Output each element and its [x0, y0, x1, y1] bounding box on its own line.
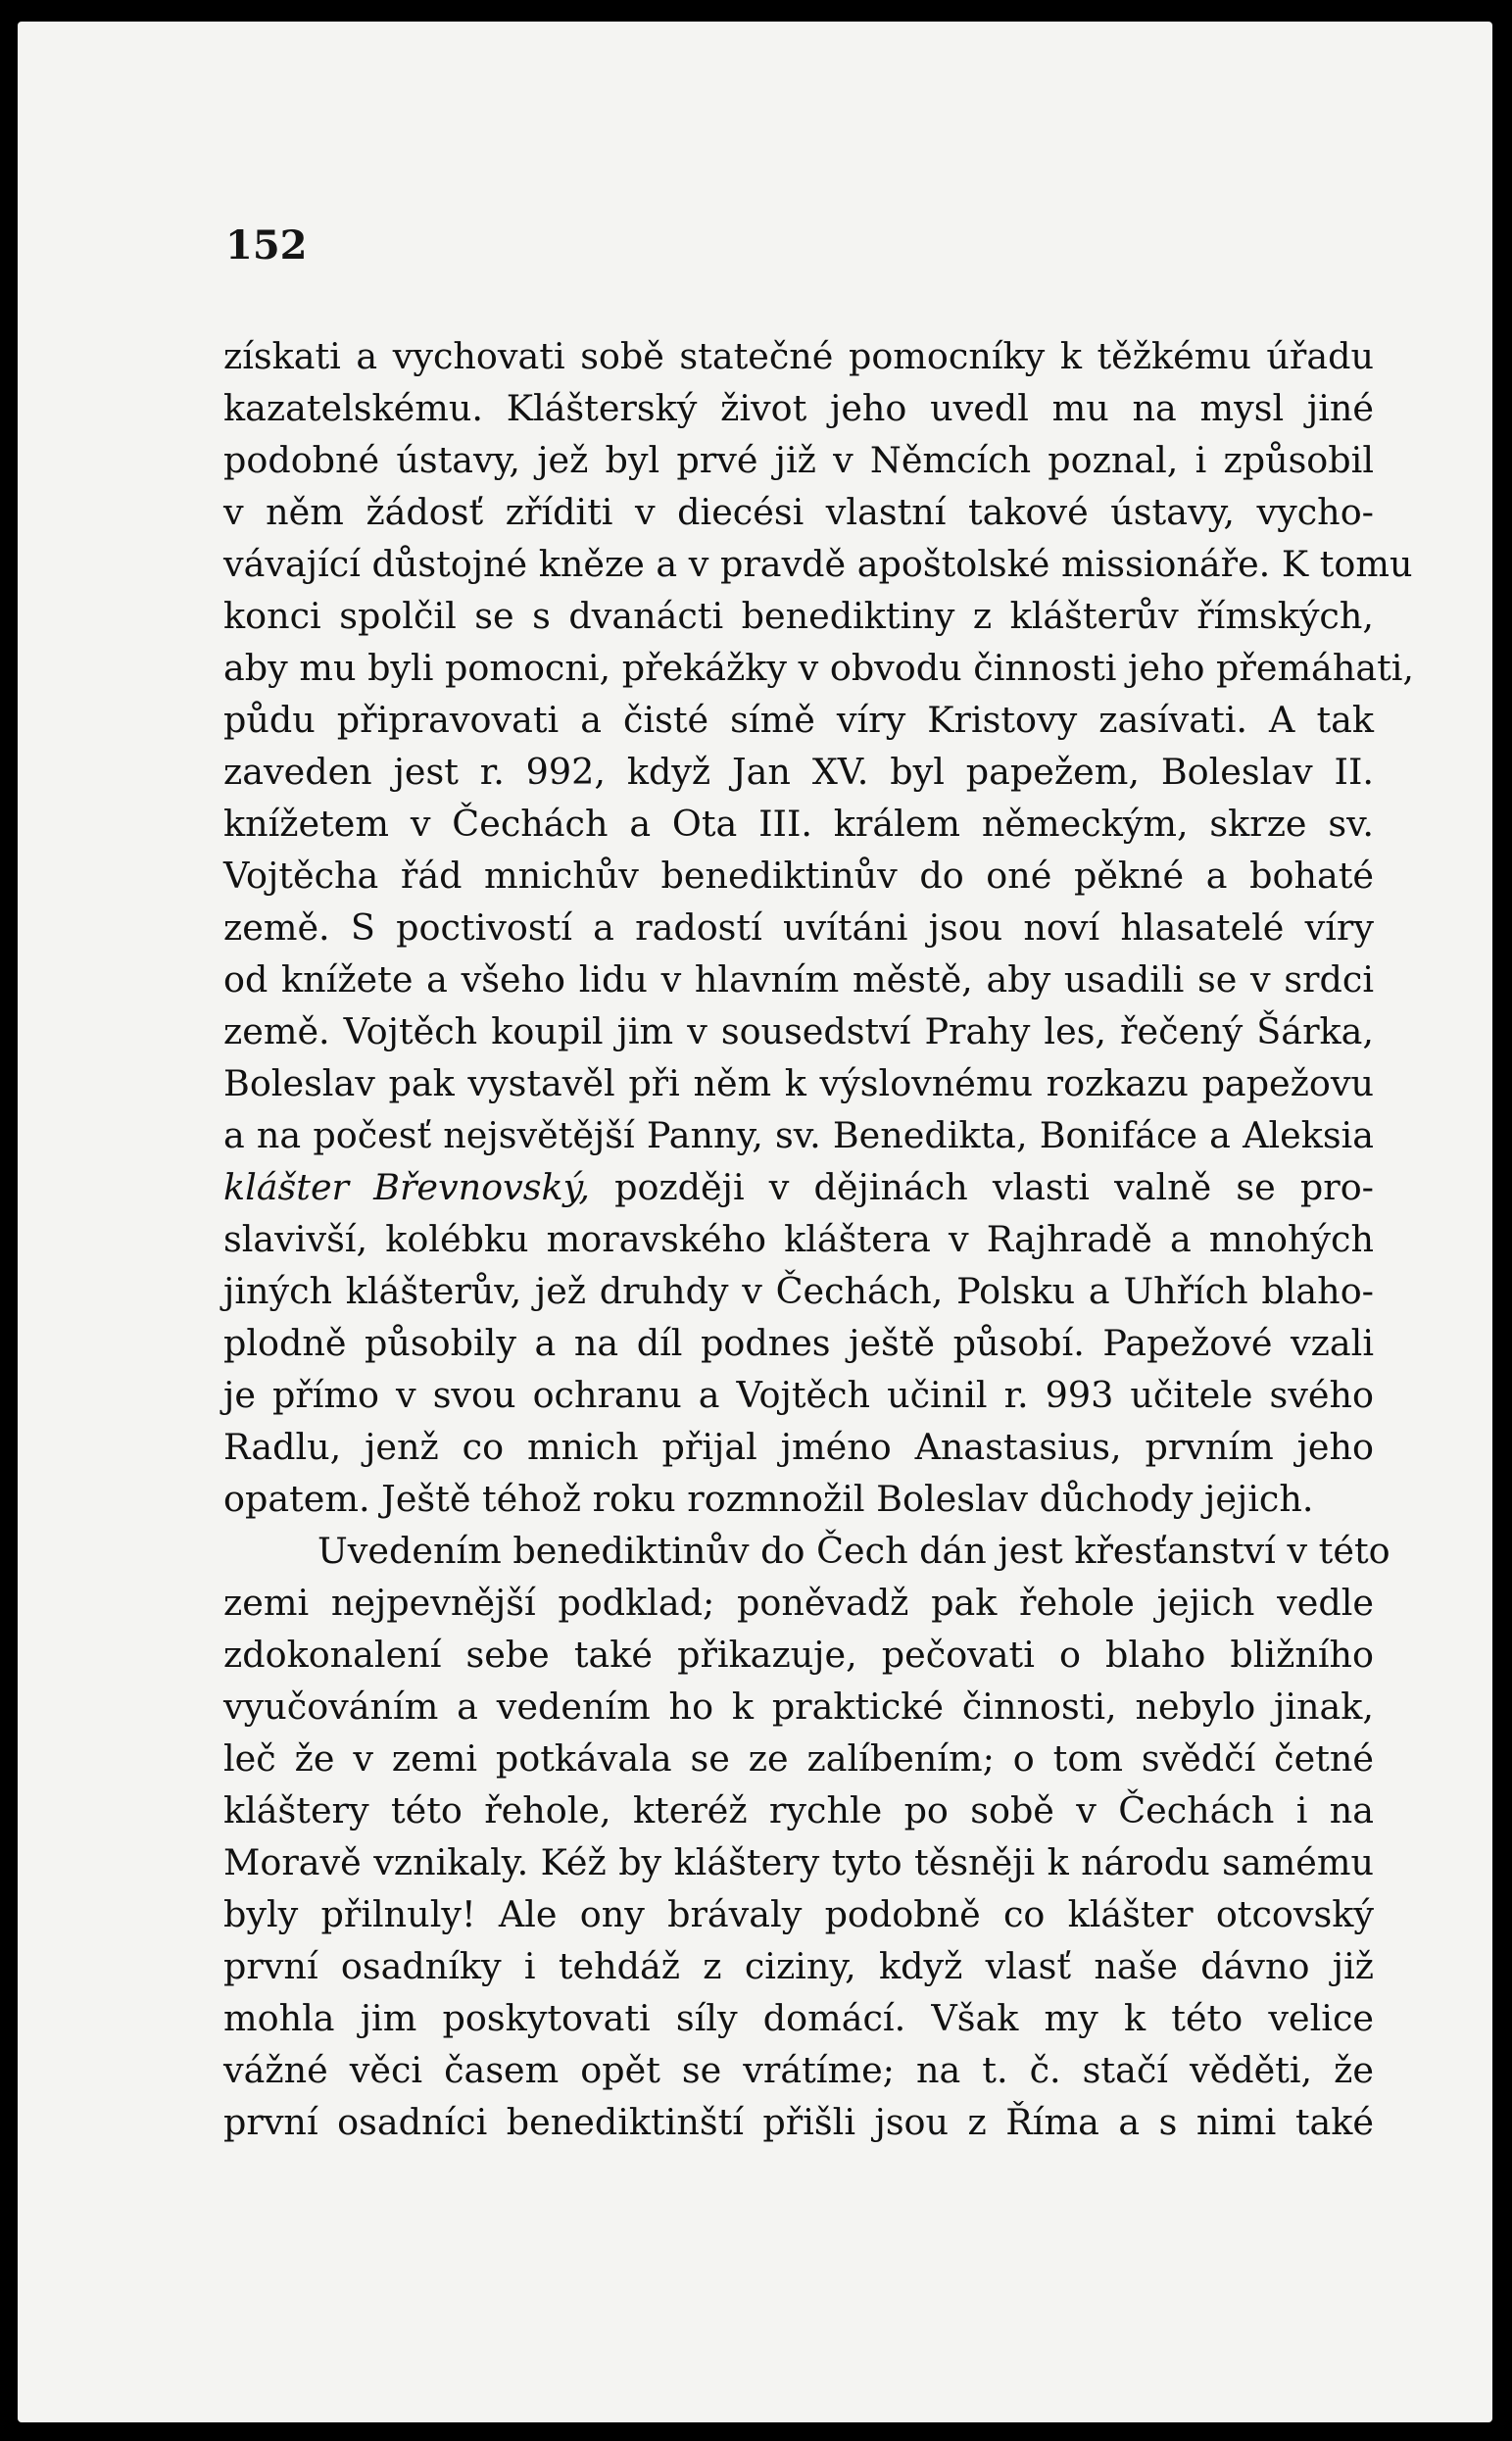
text-line: v něm žádosť zříditi v diecési vlastní takové ústavy, vycho-: [223, 491, 1374, 533]
text-line: aby mu byli pomocni, překážky v obvodu činnosti jeho přemáhati,: [223, 647, 1415, 689]
text-line: plodně působily a na díl podnes ještě působí. Papežové vzali: [223, 1322, 1374, 1364]
text-line: jiných klášterův, jež druhdy v Čechách, Polsku a Uhřích blaho-: [223, 1270, 1374, 1312]
text-line: vyučováním a vedením ho k praktické činnosti, nebylo jinak,: [223, 1685, 1374, 1728]
text-line: země. S poctivostí a radostí uvítáni jsou noví hlasatelé víry: [223, 906, 1374, 949]
text-line: knížetem v Čechách a Ota III. králem německým, skrze sv.: [223, 803, 1374, 845]
paragraph-first-line: Uvedením benediktinův do Čech dán jest křesťanství v této: [317, 1530, 1390, 1572]
text-line: země. Vojtěch koupil jim v sousedství Prahy les, řečený Šárka,: [223, 1010, 1374, 1052]
text-line: zdokonalení sebe také přikazuje, pečovati o blaho bližního: [223, 1634, 1374, 1676]
text-line: opatem. Ještě téhož roku rozmnožil Boleslav důchody jejich.: [223, 1478, 1314, 1520]
text-line: kláštery této řehole, kteréž rychle po sobě v Čechách i na: [223, 1789, 1374, 1831]
text-line: od knížete a všeho lidu v hlavním městě, aby usadili se v srdci: [223, 958, 1374, 1001]
text-line: Moravě vznikaly. Kéž by kláštery tyto těsněji k národu samému: [223, 1841, 1374, 1883]
text-line: získati a vychovati sobě statečné pomocníky k těžkému úřadu: [223, 335, 1374, 377]
text-line: mohla jim poskytovati síly domácí. Však my k této velice: [223, 1997, 1374, 2039]
text-line: zemi nejpevnější podklad; poněvadž pak řehole jejich vedle: [223, 1582, 1374, 1624]
text-line: a na počesť nejsvětější Panny, sv. Benedikta, Bonifáce a Aleksia: [223, 1114, 1374, 1156]
text-line: konci spolčil se s dvanácti benediktiny z klášterův římských,: [223, 595, 1374, 637]
text-line: [223, 1161, 1374, 1213]
text-line: Vojtěcha řád mnichův benediktinův do oné pěkné a bohaté: [223, 854, 1374, 897]
text-line: Radlu, jenž co mnich přijal jméno Anastasius, prvním jeho: [223, 1426, 1374, 1468]
text-line: první osadníky i tehdáž z ciziny, když vlasť naše dávno již: [223, 1945, 1374, 1987]
text-line: první osadníci benediktinští přišli jsou z Říma a s nimi také: [223, 2101, 1374, 2143]
text-line: leč že v zemi potkávala se ze zalíbením; o tom svědčí četné: [223, 1737, 1374, 1780]
text-line-rest: později v dějinách vlasti valně se pro-: [589, 1166, 1375, 1208]
text-line: vážné věci časem opět se vrátíme; na t. č. stačí věděti, že: [223, 2049, 1374, 2091]
page-number: 152: [225, 222, 308, 269]
text-line: vávající důstojné kněze a v pravdě apoštolské missionáře. K tomu: [223, 543, 1413, 585]
text-line: Boleslav pak vystavěl při něm k výslovnému rozkazu papežovu: [223, 1062, 1374, 1104]
text-line: slavivší, kolébku moravského kláštera v Rajhradě a mnohých: [223, 1218, 1374, 1260]
text-line: kazatelskému. Klášterský život jeho uvedl mu na mysl jiné: [223, 387, 1374, 429]
italic-place-name: klášter Břevnovský,: [223, 1166, 590, 1208]
text-line: půdu připravovati a čisté símě víry Kristovy zasívati. A tak: [223, 699, 1374, 741]
text-line: je přímo v svou ochranu a Vojtěch učinil r. 993 učitele svého: [223, 1374, 1374, 1416]
text-line: zaveden jest r. 992, když Jan XV. byl papežem, Boleslav II.: [223, 751, 1374, 793]
text-line: byly přilnuly! Ale ony brávaly podobně co klášter otcovský: [223, 1893, 1374, 1935]
text-line: podobné ústavy, jež byl prvé již v Němcích poznal, i způsobil: [223, 439, 1374, 481]
body-text: [223, 330, 1415, 2148]
book-page: [18, 22, 1492, 2422]
